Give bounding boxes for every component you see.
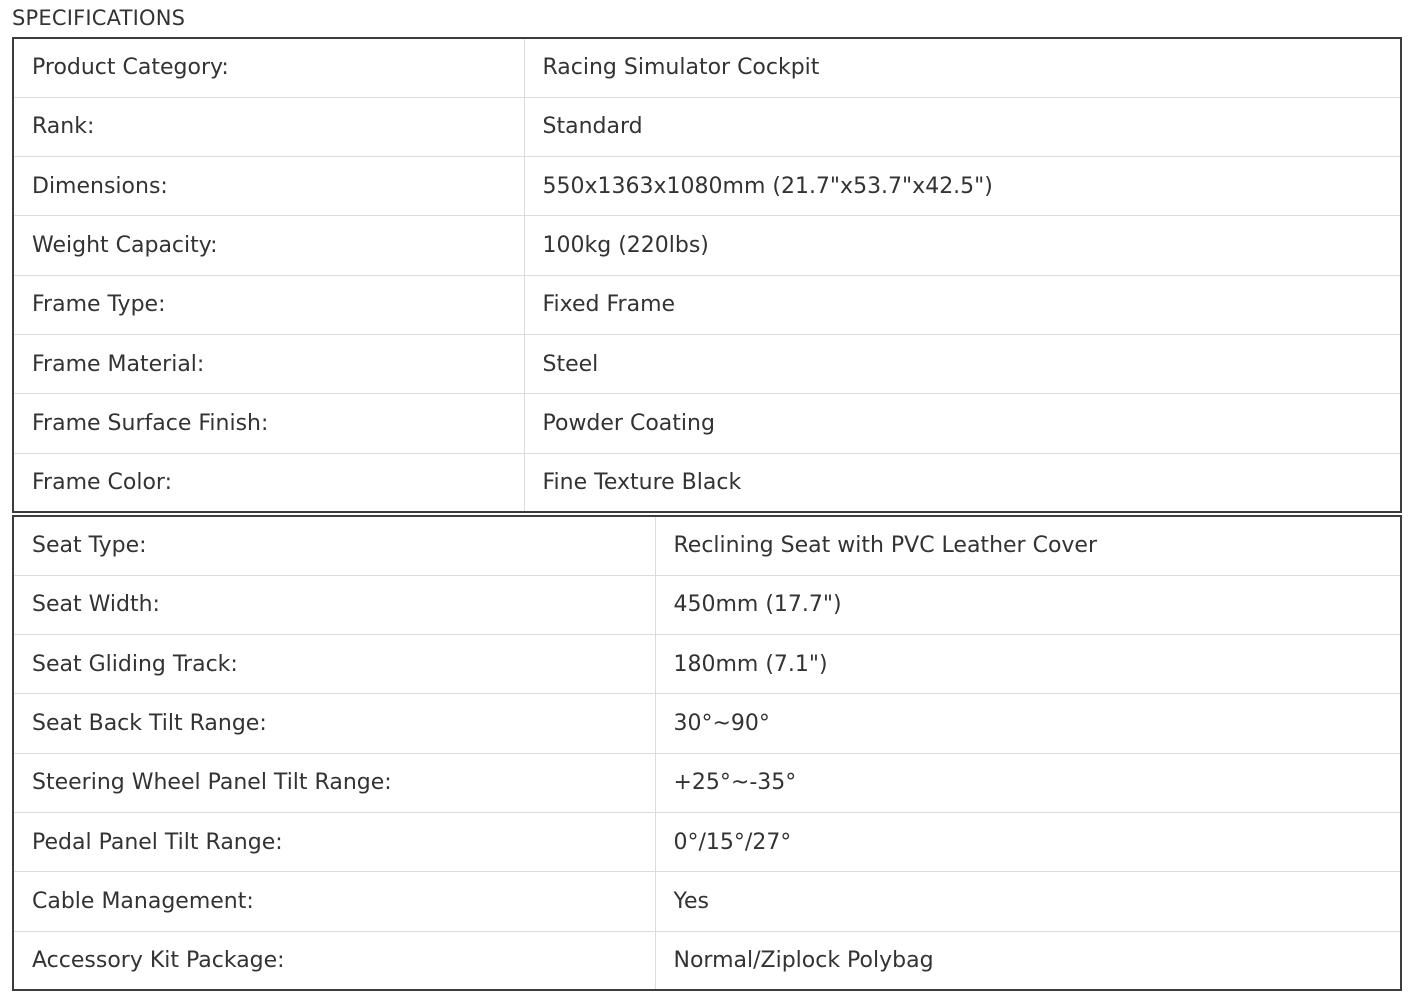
spec-value: Reclining Seat with PVC Leather Cover: [673, 533, 1097, 559]
spec-value: Normal/Ziplock Polybag: [655, 931, 1401, 990]
spec-value: Steel: [524, 334, 1401, 393]
spec-label: Cable Management:: [13, 872, 655, 931]
spec-label: Seat Gliding Track:: [13, 635, 655, 694]
spec-value: Fixed Frame: [524, 275, 1401, 334]
spec-value: +25°~-35°: [655, 753, 1401, 812]
spec-value: Standard: [524, 97, 1401, 156]
table-row: [13, 97, 1401, 156]
spec-value: Powder Coating: [524, 394, 1401, 453]
table-row: [13, 635, 1401, 694]
spec-value: 450mm (17.7"): [655, 575, 1401, 634]
spec-label: Frame Type:: [13, 275, 524, 334]
spec-value: 100kg (220lbs): [524, 216, 1401, 275]
spec-label: Product Category:: [13, 38, 524, 97]
spec-label: Seat Width:: [13, 575, 655, 634]
spec-label: Rank:: [13, 97, 524, 156]
spec-label: Frame Material:: [13, 334, 524, 393]
table-row: [13, 872, 1401, 931]
section-heading: SPECIFICATIONS: [12, 6, 186, 30]
table-row: [13, 453, 1401, 512]
spec-label: Frame Surface Finish:: [13, 394, 524, 453]
spec-label: Seat Type:: [13, 516, 655, 575]
spec-value: 0°/15°/27°: [655, 812, 1401, 871]
table-row: [13, 753, 1401, 812]
spec-label: Weight Capacity:: [13, 216, 524, 275]
table-row: [13, 694, 1401, 753]
spec-label: Accessory Kit Package:: [13, 931, 655, 990]
table-row: [13, 575, 1401, 634]
table-row: [13, 275, 1401, 334]
spec-value: 180mm (7.1"): [655, 635, 1401, 694]
table-row: [13, 931, 1401, 990]
table-row: [13, 812, 1401, 871]
spec-value: Fine Texture Black: [524, 453, 1401, 512]
spec-value: Racing Simulator Cockpit: [542, 55, 820, 81]
spec-value: 550x1363x1080mm (21.7"x53.7"x42.5"): [524, 157, 1401, 216]
spec-value: Yes: [655, 872, 1401, 931]
spec-label: Pedal Panel Tilt Range:: [13, 812, 655, 871]
table-row: [13, 38, 1401, 97]
table-row: [13, 334, 1401, 393]
table-row: [13, 216, 1401, 275]
table-row: [13, 516, 1401, 575]
seat-specs-table: [12, 515, 1402, 991]
spec-label: Seat Back Tilt Range:: [13, 694, 655, 753]
spec-value: 30°~90°: [655, 694, 1401, 753]
table-row: [13, 157, 1401, 216]
frame-specs-table: [12, 37, 1402, 513]
spec-label: Frame Color:: [13, 453, 524, 512]
spec-label: Steering Wheel Panel Tilt Range:: [13, 753, 655, 812]
table-row: [13, 394, 1401, 453]
spec-label: Dimensions:: [13, 157, 524, 216]
